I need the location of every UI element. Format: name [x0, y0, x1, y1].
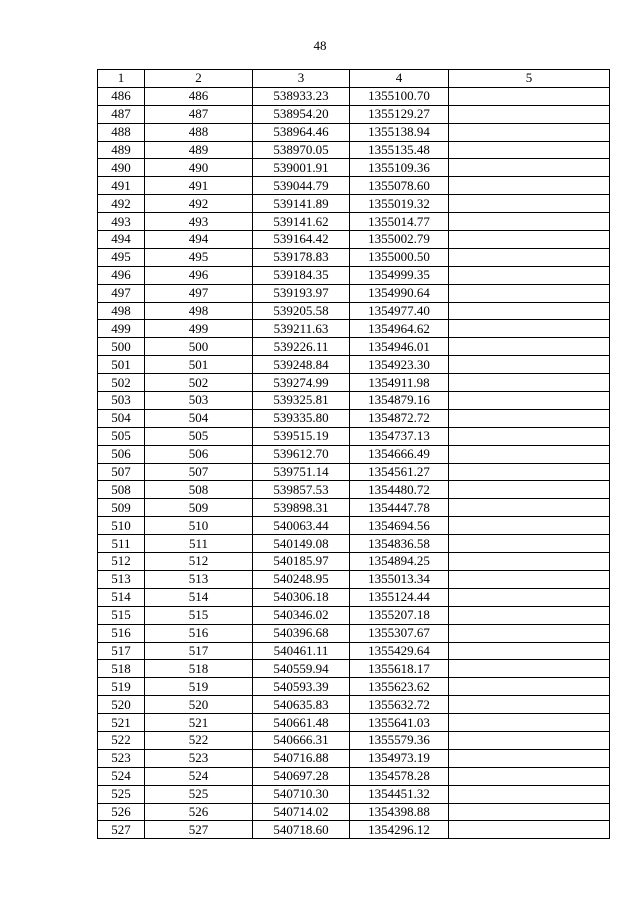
- table-row: [98, 588, 610, 606]
- table-cell: [449, 517, 610, 535]
- table-cell: 1355100.70: [350, 87, 449, 105]
- table-cell: 514: [145, 588, 253, 606]
- table-cell: 507: [145, 463, 253, 481]
- table-cell: [449, 338, 610, 356]
- table-row: [98, 320, 610, 338]
- table-cell: [449, 284, 610, 302]
- table-cell: 486: [145, 87, 253, 105]
- table-cell: [449, 213, 610, 231]
- table-cell: 526: [98, 803, 145, 821]
- table-cell: [449, 767, 610, 785]
- table-cell: 1354836.58: [350, 535, 449, 553]
- table-cell: [449, 231, 610, 249]
- table-header-row: [98, 70, 610, 88]
- table-cell: [449, 445, 610, 463]
- table-cell: 1355019.32: [350, 195, 449, 213]
- table-row: [98, 696, 610, 714]
- table-cell: 539248.84: [253, 356, 350, 374]
- table-row: [98, 767, 610, 785]
- table-cell: 500: [98, 338, 145, 356]
- table-cell: [449, 248, 610, 266]
- table-row: [98, 821, 610, 839]
- table-cell: 1354666.49: [350, 445, 449, 463]
- table-cell: 1355632.72: [350, 696, 449, 714]
- table-row: [98, 606, 610, 624]
- table-cell: 538970.05: [253, 141, 350, 159]
- table-cell: 1355429.64: [350, 642, 449, 660]
- table-cell: 539044.79: [253, 177, 350, 195]
- table-cell: 489: [98, 141, 145, 159]
- table-row: [98, 481, 610, 499]
- table-cell: 540714.02: [253, 803, 350, 821]
- table-cell: 490: [145, 159, 253, 177]
- table-cell: 539226.11: [253, 338, 350, 356]
- table-cell: 1355013.34: [350, 570, 449, 588]
- table-cell: 527: [98, 821, 145, 839]
- table-row: [98, 624, 610, 642]
- table-cell: 492: [145, 195, 253, 213]
- table-cell: 488: [145, 123, 253, 141]
- table-cell: 539898.31: [253, 499, 350, 517]
- table-cell: 539205.58: [253, 302, 350, 320]
- table-cell: 487: [145, 105, 253, 123]
- table-row: [98, 231, 610, 249]
- table-cell: 487: [98, 105, 145, 123]
- table-cell: 1355078.60: [350, 177, 449, 195]
- table-cell: 1354480.72: [350, 481, 449, 499]
- column-header: 1: [98, 70, 145, 88]
- table-cell: 497: [145, 284, 253, 302]
- table-cell: 1354451.32: [350, 785, 449, 803]
- table-cell: 508: [98, 481, 145, 499]
- table-cell: [449, 714, 610, 732]
- table-cell: [449, 821, 610, 839]
- table-row: [98, 785, 610, 803]
- table-cell: 1354999.35: [350, 266, 449, 284]
- table-row: [98, 463, 610, 481]
- table-cell: 486: [98, 87, 145, 105]
- table-cell: 515: [98, 606, 145, 624]
- table-cell: 540346.02: [253, 606, 350, 624]
- table-cell: 1354923.30: [350, 356, 449, 374]
- table-row: [98, 159, 610, 177]
- table-cell: 520: [98, 696, 145, 714]
- table-row: [98, 338, 610, 356]
- table-cell: 504: [98, 409, 145, 427]
- table-cell: 540661.48: [253, 714, 350, 732]
- table-cell: 516: [98, 624, 145, 642]
- table-cell: 540248.95: [253, 570, 350, 588]
- table-cell: 1355138.94: [350, 123, 449, 141]
- table-cell: 539515.19: [253, 427, 350, 445]
- table-cell: 1354946.01: [350, 338, 449, 356]
- table-cell: [449, 678, 610, 696]
- table-cell: 518: [145, 660, 253, 678]
- table-cell: 523: [145, 749, 253, 767]
- table-cell: 517: [145, 642, 253, 660]
- table-cell: 1355000.50: [350, 248, 449, 266]
- table-cell: 519: [98, 678, 145, 696]
- table-cell: 503: [145, 392, 253, 410]
- table-cell: 526: [145, 803, 253, 821]
- table-cell: [449, 588, 610, 606]
- table-cell: 504: [145, 409, 253, 427]
- table-cell: [449, 749, 610, 767]
- table-cell: [449, 642, 610, 660]
- table-cell: 525: [98, 785, 145, 803]
- table-cell: 1354561.27: [350, 463, 449, 481]
- table-cell: 488: [98, 123, 145, 141]
- table-cell: [449, 606, 610, 624]
- table-cell: 499: [145, 320, 253, 338]
- table-cell: 539193.97: [253, 284, 350, 302]
- table-cell: 540593.39: [253, 678, 350, 696]
- table-cell: 540635.83: [253, 696, 350, 714]
- table-row: [98, 213, 610, 231]
- table-row: [98, 177, 610, 195]
- table-cell: 539751.14: [253, 463, 350, 481]
- table-cell: 539164.42: [253, 231, 350, 249]
- table-row: [98, 105, 610, 123]
- table-cell: 539325.81: [253, 392, 350, 410]
- table-cell: 527: [145, 821, 253, 839]
- table-cell: 491: [98, 177, 145, 195]
- table-cell: 1355124.44: [350, 588, 449, 606]
- table-row: [98, 87, 610, 105]
- table-cell: [449, 463, 610, 481]
- table-cell: 1355014.77: [350, 213, 449, 231]
- table-cell: [449, 123, 610, 141]
- table-cell: 510: [145, 517, 253, 535]
- table-cell: 1354296.12: [350, 821, 449, 839]
- table-row: [98, 642, 610, 660]
- table-cell: [449, 177, 610, 195]
- table-cell: [449, 696, 610, 714]
- table-cell: 1354578.28: [350, 767, 449, 785]
- table-cell: 505: [145, 427, 253, 445]
- table-cell: 493: [145, 213, 253, 231]
- table-cell: [449, 624, 610, 642]
- table-cell: [449, 481, 610, 499]
- column-header: 5: [449, 70, 610, 88]
- table-cell: 1355641.03: [350, 714, 449, 732]
- table-cell: 493: [98, 213, 145, 231]
- table-cell: 499: [98, 320, 145, 338]
- table-cell: 1354447.78: [350, 499, 449, 517]
- table-cell: 509: [145, 499, 253, 517]
- table-cell: 506: [145, 445, 253, 463]
- table-cell: 509: [98, 499, 145, 517]
- table-cell: 539335.80: [253, 409, 350, 427]
- table-row: [98, 731, 610, 749]
- table-cell: 540185.97: [253, 553, 350, 571]
- table-cell: 498: [98, 302, 145, 320]
- table-cell: 523: [98, 749, 145, 767]
- table-cell: [449, 731, 610, 749]
- table-cell: 1354872.72: [350, 409, 449, 427]
- table-cell: 512: [145, 553, 253, 571]
- table-cell: 495: [98, 248, 145, 266]
- table-row: [98, 248, 610, 266]
- table-cell: [449, 553, 610, 571]
- table-row: [98, 356, 610, 374]
- table-row: [98, 803, 610, 821]
- table-cell: 501: [98, 356, 145, 374]
- table-cell: 491: [145, 177, 253, 195]
- table-cell: [449, 159, 610, 177]
- table-row: [98, 266, 610, 284]
- table-row: [98, 749, 610, 767]
- table-cell: 490: [98, 159, 145, 177]
- table-cell: 524: [145, 767, 253, 785]
- table-cell: 540559.94: [253, 660, 350, 678]
- table-cell: [449, 302, 610, 320]
- table-cell: 1355002.79: [350, 231, 449, 249]
- table-cell: 1355207.18: [350, 606, 449, 624]
- table-cell: 1354737.13: [350, 427, 449, 445]
- table-cell: 489: [145, 141, 253, 159]
- table-row: [98, 409, 610, 427]
- table-cell: [449, 374, 610, 392]
- table-cell: 500: [145, 338, 253, 356]
- table-cell: [449, 535, 610, 553]
- table-cell: 1355129.27: [350, 105, 449, 123]
- table-cell: 539178.83: [253, 248, 350, 266]
- table-cell: 508: [145, 481, 253, 499]
- table-cell: 521: [145, 714, 253, 732]
- table-cell: 515: [145, 606, 253, 624]
- table-cell: 1354398.88: [350, 803, 449, 821]
- table-cell: [449, 266, 610, 284]
- table-row: [98, 445, 610, 463]
- column-header: 2: [145, 70, 253, 88]
- table-cell: 507: [98, 463, 145, 481]
- table-cell: 494: [145, 231, 253, 249]
- table-cell: 511: [145, 535, 253, 553]
- table-cell: 516: [145, 624, 253, 642]
- table-cell: 492: [98, 195, 145, 213]
- table-cell: [449, 392, 610, 410]
- table-cell: 1355135.48: [350, 141, 449, 159]
- table-row: [98, 678, 610, 696]
- table-cell: 517: [98, 642, 145, 660]
- table-cell: 494: [98, 231, 145, 249]
- table-cell: 1354990.64: [350, 284, 449, 302]
- table-cell: [449, 320, 610, 338]
- table-cell: 522: [145, 731, 253, 749]
- table-cell: [449, 803, 610, 821]
- page-number: 48: [313, 38, 327, 53]
- table-cell: [449, 660, 610, 678]
- table-row: [98, 123, 610, 141]
- table-cell: 1354911.98: [350, 374, 449, 392]
- table-cell: 524: [98, 767, 145, 785]
- table-row: [98, 284, 610, 302]
- table-row: [98, 714, 610, 732]
- table-cell: 522: [98, 731, 145, 749]
- table-cell: 538964.46: [253, 123, 350, 141]
- table-cell: 538933.23: [253, 87, 350, 105]
- table-cell: 540666.31: [253, 731, 350, 749]
- table-row: [98, 392, 610, 410]
- table-row: [98, 660, 610, 678]
- table-cell: 502: [145, 374, 253, 392]
- table-cell: 520: [145, 696, 253, 714]
- table-row: [98, 570, 610, 588]
- table-cell: 1355307.67: [350, 624, 449, 642]
- table-cell: 519: [145, 678, 253, 696]
- table-cell: 497: [98, 284, 145, 302]
- table-cell: 1355109.36: [350, 159, 449, 177]
- table-cell: 538954.20: [253, 105, 350, 123]
- table-cell: 496: [145, 266, 253, 284]
- table-cell: 540718.60: [253, 821, 350, 839]
- table-cell: 540461.11: [253, 642, 350, 660]
- table-cell: 539211.63: [253, 320, 350, 338]
- table-cell: 525: [145, 785, 253, 803]
- table-cell: 511: [98, 535, 145, 553]
- table-cell: [449, 141, 610, 159]
- table-cell: [449, 195, 610, 213]
- table-body: [98, 87, 610, 838]
- table-cell: 1355579.36: [350, 731, 449, 749]
- table-cell: [449, 499, 610, 517]
- table-cell: 539857.53: [253, 481, 350, 499]
- table-row: [98, 535, 610, 553]
- table-cell: 539141.62: [253, 213, 350, 231]
- table-cell: 1354879.16: [350, 392, 449, 410]
- table-cell: 495: [145, 248, 253, 266]
- coordinates-table: [97, 69, 610, 839]
- table-cell: [449, 785, 610, 803]
- table-cell: 540716.88: [253, 749, 350, 767]
- table-cell: 540697.28: [253, 767, 350, 785]
- table-cell: 514: [98, 588, 145, 606]
- table-row: [98, 374, 610, 392]
- table-cell: 1354964.62: [350, 320, 449, 338]
- column-header: 3: [253, 70, 350, 88]
- table-cell: [449, 427, 610, 445]
- table-cell: 1354694.56: [350, 517, 449, 535]
- table-cell: [449, 87, 610, 105]
- table-cell: 539184.35: [253, 266, 350, 284]
- table-cell: [449, 356, 610, 374]
- table-cell: 502: [98, 374, 145, 392]
- table-cell: 540063.44: [253, 517, 350, 535]
- table-cell: 518: [98, 660, 145, 678]
- table-cell: 539612.70: [253, 445, 350, 463]
- table-cell: 1354894.25: [350, 553, 449, 571]
- table-cell: 539001.91: [253, 159, 350, 177]
- table-cell: 539141.89: [253, 195, 350, 213]
- table-cell: 521: [98, 714, 145, 732]
- table-row: [98, 427, 610, 445]
- table-row: [98, 517, 610, 535]
- table-cell: 540149.08: [253, 535, 350, 553]
- table-cell: 510: [98, 517, 145, 535]
- table-cell: 540306.18: [253, 588, 350, 606]
- table-cell: [449, 570, 610, 588]
- column-header: 4: [350, 70, 449, 88]
- table-cell: 506: [98, 445, 145, 463]
- table-cell: 539274.99: [253, 374, 350, 392]
- table-cell: 501: [145, 356, 253, 374]
- table-cell: [449, 409, 610, 427]
- table-cell: [449, 105, 610, 123]
- table-cell: 503: [98, 392, 145, 410]
- table-row: [98, 195, 610, 213]
- table-cell: 513: [145, 570, 253, 588]
- table-row: [98, 141, 610, 159]
- table-cell: 540710.30: [253, 785, 350, 803]
- table-cell: 1355623.62: [350, 678, 449, 696]
- table-cell: 496: [98, 266, 145, 284]
- table-cell: 498: [145, 302, 253, 320]
- table-cell: 512: [98, 553, 145, 571]
- table-cell: 1354973.19: [350, 749, 449, 767]
- table-cell: 1354977.40: [350, 302, 449, 320]
- table-cell: 513: [98, 570, 145, 588]
- table-cell: 1355618.17: [350, 660, 449, 678]
- table-cell: 540396.68: [253, 624, 350, 642]
- table-row: [98, 302, 610, 320]
- table-cell: 505: [98, 427, 145, 445]
- table-row: [98, 499, 610, 517]
- table-row: [98, 553, 610, 571]
